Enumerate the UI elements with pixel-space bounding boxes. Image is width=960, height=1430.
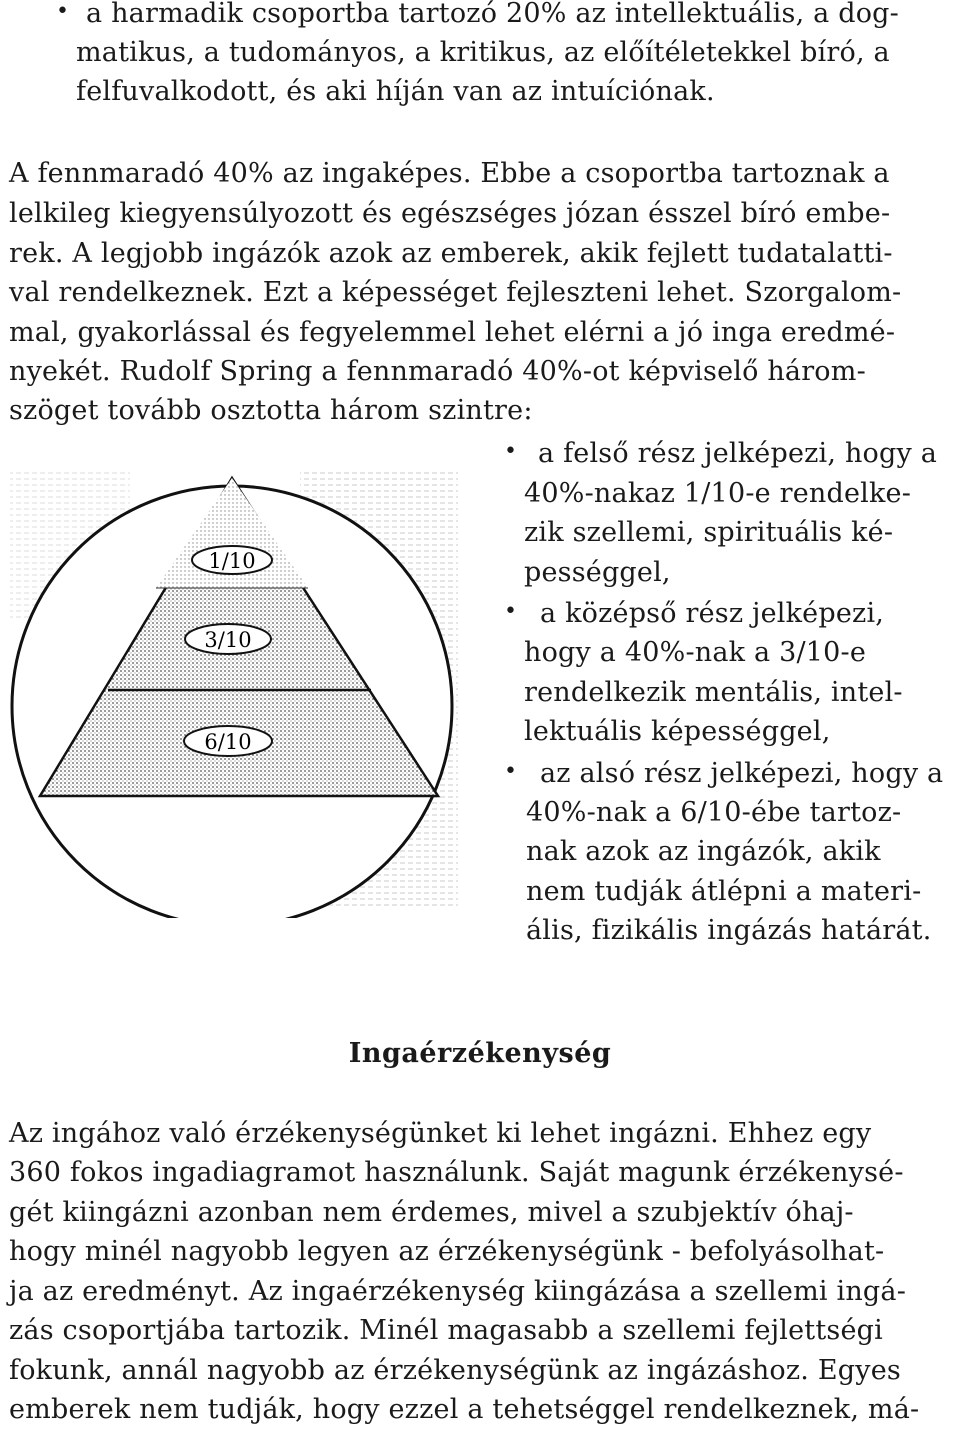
list-item-text: hogy a 40%-nak a 3/10-e (524, 637, 867, 668)
list-item-text: a harmadik csoportba tartozó 20% az intellektuális, a dog- (86, 0, 899, 29)
paragraph-line: mal, gyakorlással és fegyelemmel lehet elérni a jó inga eredmé- (9, 317, 896, 348)
list-item-text: zik szellemi, spirituális ké- (524, 517, 894, 548)
paragraph-line: Az ingához való érzékenységünket ki lehet ingázni. Ehhez egy (9, 1118, 872, 1149)
list-item-text: ális, fizikális ingázás határát. (526, 915, 932, 946)
paragraph-line: rek. A legjobb ingázók azok az emberek, akik fejlett tudatalatti- (9, 238, 893, 269)
list-item-text: matikus, a tudományos, a kritikus, az előítéletekkel bíró, a (76, 37, 890, 68)
paragraph-line: val rendelkeznek. Ezt a képességet fejleszteni lehet. Szorgalom- (9, 277, 902, 308)
label-1-10: 1/10 (208, 549, 256, 573)
section-heading: Ingaérzékenység (348, 1038, 612, 1069)
pyramid-in-circle-figure (0, 458, 458, 918)
paragraph-line: emberek nem tudják, hogy ezzel a tehetséggel rendelkeznek, má- (9, 1394, 920, 1425)
list-item-text: lektuális képességgel, (524, 716, 831, 747)
paragraph-line: zás csoportjába tartozik. Minél magasabb a szellemi fejlettségi (9, 1315, 883, 1346)
list-item-text: nem tudják átlépni a materi- (526, 876, 922, 907)
list-item-text: a felső rész jelképezi, hogy a (538, 438, 938, 469)
list-bullet: • (504, 759, 517, 784)
paragraph-line: szöget tovább osztotta három szintre: (9, 395, 533, 426)
paragraph-line: gét kiingázni azonban nem érdemes, mivel a szubjektív óhaj- (9, 1197, 854, 1228)
paragraph-line: hogy minél nagyobb legyen az érzékenységünk - befolyásolhat- (9, 1236, 885, 1267)
list-bullet: • (504, 599, 517, 624)
label-3-10: 3/10 (204, 628, 252, 652)
list-item-text: felfuvalkodott, és aki híján van az intuíciónak. (76, 76, 715, 107)
list-bullet: • (504, 439, 517, 464)
list-item-text: 40%-nakaz 1/10-e rendelke- (524, 478, 912, 509)
paragraph-line: A fennmaradó 40% az ingaképes. Ebbe a csoportba tartoznak a (9, 158, 890, 189)
paragraph-line: 360 fokos ingadiagramot használunk. Saját magunk érzékenysé- (9, 1157, 904, 1188)
list-item-text: az alsó rész jelképezi, hogy a (540, 758, 944, 789)
paragraph-line: fokunk, annál nagyobb az érzékenységünk az ingázáshoz. Egyes (9, 1355, 901, 1386)
list-item-text: a középső rész jelképezi, (540, 598, 885, 629)
list-item-text: rendelkezik mentális, intel- (524, 677, 903, 708)
list-item-text: nak azok az ingázók, akik (526, 836, 881, 867)
paragraph-line: lelkileg kiegyensúlyozott és egészséges józan ésszel bíró embe- (9, 198, 891, 229)
label-6-10: 6/10 (204, 730, 252, 754)
list-item-text: pességgel, (524, 557, 671, 588)
list-bullet: • (56, 0, 69, 24)
paragraph-line: nyekét. Rudolf Spring a fennmaradó 40%-ot képviselő három- (9, 356, 866, 387)
list-item-text: 40%-nak a 6/10-ébe tartoz- (526, 797, 902, 828)
paragraph-line: ja az eredményt. Az ingaérzékenység kiingázása a szellemi ingá- (9, 1276, 907, 1307)
